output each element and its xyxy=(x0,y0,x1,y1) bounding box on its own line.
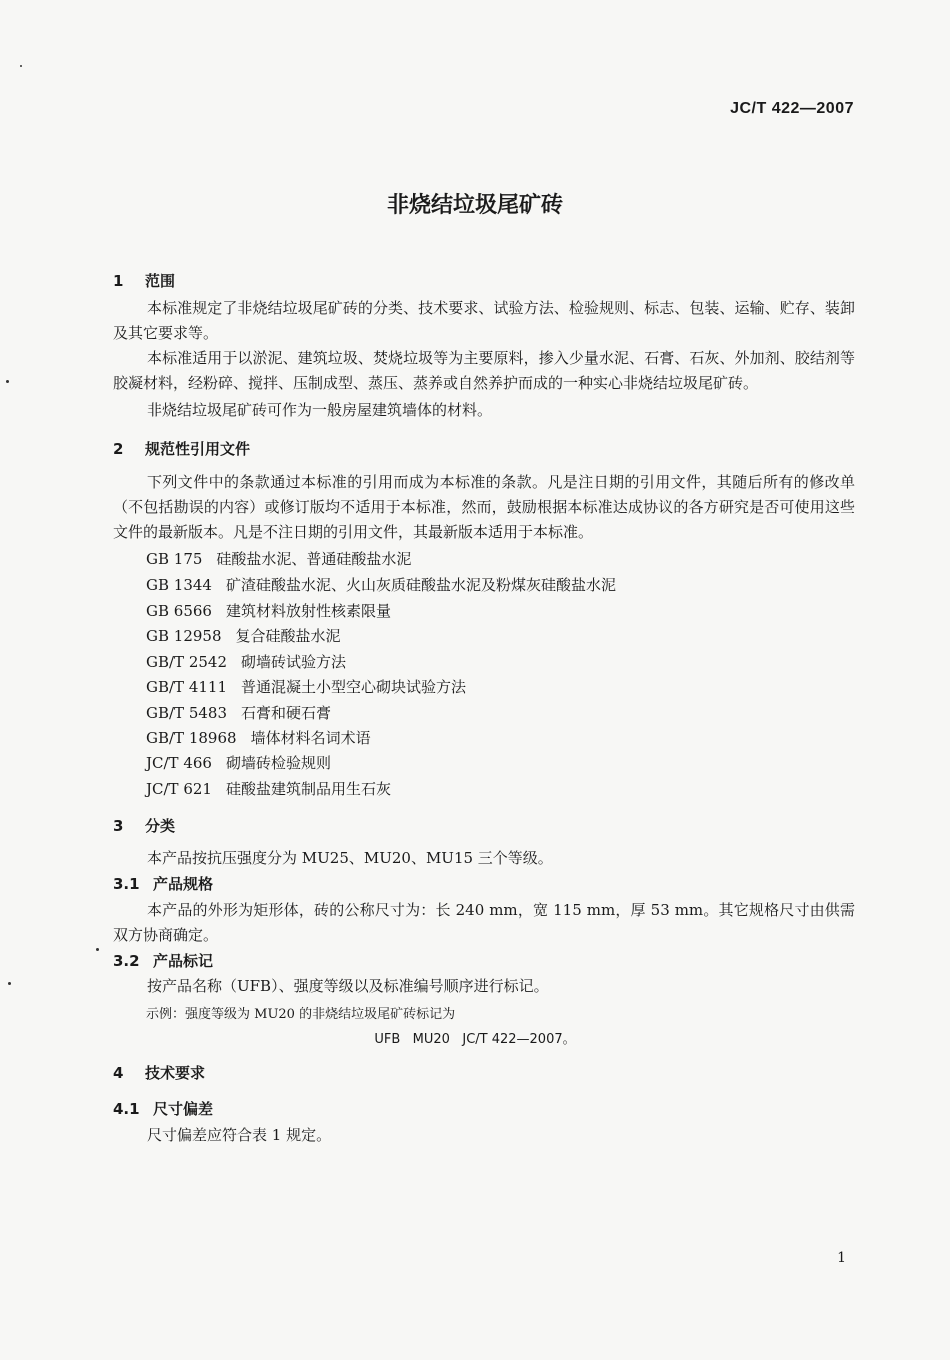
reference-name: 墙体材料名词术语 xyxy=(250,729,371,747)
reference-item xyxy=(146,702,331,723)
section-4-1-heading xyxy=(113,1098,213,1119)
reference-code: JC/T 621 xyxy=(146,780,212,798)
reference-item xyxy=(146,600,391,621)
reference-item xyxy=(146,574,616,595)
section-title: 产品规格 xyxy=(153,875,214,893)
section-number: 3.1 xyxy=(113,875,140,893)
example-mark: UFB MU20 JC/T 422—2007。 xyxy=(374,1032,576,1047)
section-title: 技术要求 xyxy=(145,1064,206,1082)
reference-item xyxy=(146,778,391,799)
reference-code: GB 6566 xyxy=(146,602,212,620)
reference-name: 砌墙砖试验方法 xyxy=(241,653,347,671)
reference-code: GB 175 xyxy=(146,550,203,568)
document-title: 非烧结垃圾尾矿砖 xyxy=(386,193,563,218)
section-1-para-1: 本标准规定了非烧结垃圾尾矿砖的分类、技术要求、试验方法、检验规则、标志、包装、运输、贮存、装卸及其它要求等。 xyxy=(113,299,855,342)
scan-speck xyxy=(96,948,99,951)
section-title: 分类 xyxy=(145,817,176,835)
reference-name: 石膏和硬石膏 xyxy=(241,704,332,722)
section-number: 3 xyxy=(113,817,124,835)
section-3-1-para: 本产品的外形为矩形体，砖的公称尺寸为：长 240 mm，宽 115 mm，厚 53 mm。其它规格尺寸由供需双方协商确定。 xyxy=(113,901,855,944)
reference-item xyxy=(146,625,341,646)
section-3-heading xyxy=(113,815,175,836)
section-4-heading xyxy=(113,1062,205,1083)
reference-item xyxy=(146,651,346,672)
section-1-para-2: 本标准适用于以淤泥、建筑垃圾、焚烧垃圾等为主要原料，掺入少量水泥、石膏、石灰、外加剂、胶结剂等胶凝材料，经粉碎、搅拌、压制成型、蒸压、蒸养或自然养护而成的一种实心非烧结垃圾尾矿砖。 xyxy=(113,349,855,392)
reference-name: 建筑材料放射性核素限量 xyxy=(225,602,391,620)
example-label: 示例：强度等级为 MU20 的非烧结垃圾尾矿砖标记为 xyxy=(146,1007,456,1022)
scan-speck xyxy=(6,380,9,383)
reference-item xyxy=(146,548,411,569)
scan-speck xyxy=(8,982,11,985)
reference-code: GB/T 5483 xyxy=(146,704,228,722)
reference-code: GB 12958 xyxy=(146,627,222,645)
reference-name: 硅酸盐建筑制品用生石灰 xyxy=(225,780,391,798)
reference-item xyxy=(146,676,466,697)
section-3-2-para: 按产品名称（UFB）、强度等级以及标准编号顺序进行标记。 xyxy=(147,977,549,995)
reference-name: 普通混凝土小型空心砌块试验方法 xyxy=(241,678,467,696)
reference-name: 矿渣硅酸盐水泥、火山灰质硅酸盐水泥及粉煤灰硅酸盐水泥 xyxy=(225,576,616,594)
section-title: 产品标记 xyxy=(153,952,214,970)
section-number: 2 xyxy=(113,440,124,458)
section-1-para-3: 非烧结垃圾尾矿砖可作为一般房屋建筑墙体的材料。 xyxy=(147,401,493,419)
reference-item xyxy=(146,752,331,773)
reference-item xyxy=(146,727,371,748)
scan-speck xyxy=(20,65,22,67)
section-3-2-heading xyxy=(113,950,213,971)
reference-code: GB/T 4111 xyxy=(146,678,228,696)
reference-name: 复合硅酸盐水泥 xyxy=(235,627,341,645)
section-4-1-para: 尺寸偏差应符合表 1 规定。 xyxy=(147,1126,332,1144)
section-number: 3.2 xyxy=(113,952,140,970)
reference-name: 硅酸盐水泥、普通硅酸盐水泥 xyxy=(216,550,412,568)
reference-code: GB/T 18968 xyxy=(146,729,237,747)
section-3-para: 本产品按抗压强度分为 MU25、MU20、MU15 三个等级。 xyxy=(147,849,553,867)
section-1-heading xyxy=(113,270,175,291)
section-2-heading xyxy=(113,438,250,459)
reference-code: GB 1344 xyxy=(146,576,212,594)
section-number: 4 xyxy=(113,1064,124,1082)
section-title: 尺寸偏差 xyxy=(153,1100,214,1118)
section-title: 范围 xyxy=(145,272,176,290)
reference-name: 砌墙砖检验规则 xyxy=(225,754,331,772)
section-3-1-heading xyxy=(113,873,213,894)
reference-code: JC/T 466 xyxy=(146,754,212,772)
section-2-intro: 下列文件中的条款通过本标准的引用而成为本标准的条款。凡是注日期的引用文件，其随后所有的修改单（不包括勘误的内容）或修订版均不适用于本标准，然而，鼓励根据本标准达成协议的各方研究是否可使用这些文件的最新版本。凡是不注日期的引用文件，其最新版本适用于本标准。 xyxy=(113,473,855,541)
page-number: 1 xyxy=(837,1250,846,1266)
section-number: 4.1 xyxy=(113,1100,140,1118)
section-title: 规范性引用文件 xyxy=(145,440,251,458)
reference-code: GB/T 2542 xyxy=(146,653,228,671)
section-number: 1 xyxy=(113,272,124,290)
standard-code: JC/T 422—2007 xyxy=(730,100,854,117)
